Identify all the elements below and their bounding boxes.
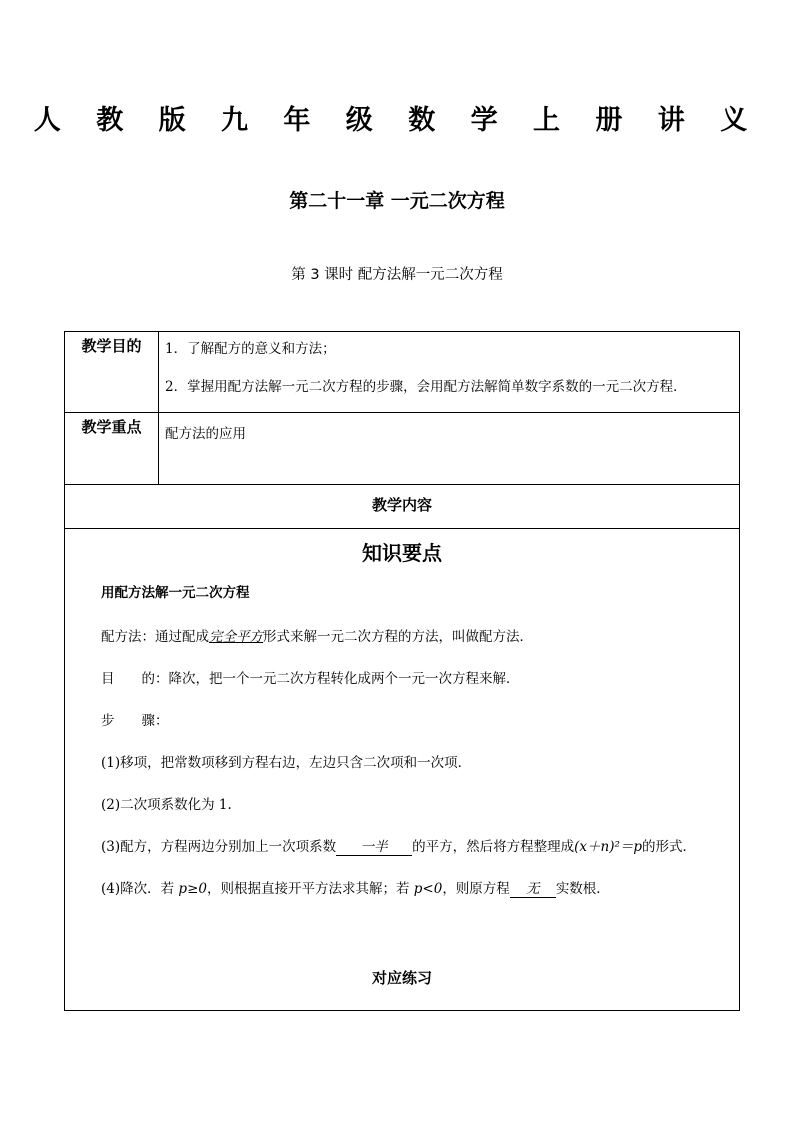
lesson-title: 第 3 课时 配方法解一元二次方程 <box>291 267 503 283</box>
step-3 <box>101 835 696 856</box>
method-suffix: 形式来解一元二次方程的方法，叫做配方法． <box>263 629 533 645</box>
step-4-suffix: 实数根． <box>555 881 610 897</box>
knowledge-title: 知识要点 <box>362 541 442 565</box>
objective-2: 2．掌握用配方法解一元二次方程的步骤，会用配方法解简单数字系数的一元二次方程． <box>165 379 687 395</box>
step-3-prefix: (3)配方，方程两边分别加上一次项系数 <box>101 839 337 855</box>
objectives-row <box>65 332 739 413</box>
step-4-part1: (4)降次．若 <box>101 881 179 897</box>
step-4-cond2: p<0 <box>413 881 443 897</box>
section-heading: 用配方法解一元二次方程 <box>101 585 250 601</box>
step-3-formula: (x＋n)²＝p <box>574 839 643 855</box>
method-prefix: 配方法：通过配成 <box>101 629 209 645</box>
content-header-row <box>65 485 739 529</box>
step-3-fill: 一半 <box>336 835 412 856</box>
document-title: 人 教 版 九 年 级 数 学 上 册 讲 义 <box>33 105 761 136</box>
step-4-fill: 无 <box>510 877 556 898</box>
content-header: 教学内容 <box>371 496 432 514</box>
purpose-line <box>101 667 520 687</box>
purpose-label: 目 的： <box>101 671 169 687</box>
content-body <box>65 529 739 1010</box>
lesson-plan-table <box>64 331 740 1011</box>
step-3-suffix: 的形式． <box>642 839 697 855</box>
focus-label: 教学重点 <box>65 413 159 484</box>
method-fill: 完全平方 <box>209 629 263 645</box>
step-4-part3: ，则原方程 <box>442 881 510 897</box>
purpose-text: 降次，把一个一元二次方程转化成两个一元一次方程来解． <box>168 671 520 687</box>
method-definition <box>101 625 533 645</box>
chapter-title: 第二十一章 一元二次方程 <box>289 190 505 212</box>
objective-1: 1．了解配方的意义和方法； <box>165 341 336 357</box>
step-1: (1)移项，把常数项移到方程右边，左边只含二次项和一次项． <box>101 755 472 771</box>
focus-row <box>65 413 739 485</box>
focus-text: 配方法的应用 <box>165 426 246 442</box>
step-3-middle: 的平方，然后将方程整理成 <box>412 839 575 855</box>
steps-label: 步 骤： <box>101 713 169 729</box>
objectives-label: 教学目的 <box>65 332 159 412</box>
step-4 <box>101 877 610 898</box>
practice-title: 对应练习 <box>371 969 432 987</box>
step-4-cond1: p≥0 <box>178 881 207 897</box>
step-4-part2: ，则根据直接开平方法求其解；若 <box>206 881 414 897</box>
step-2: (2)二次项系数化为 1. <box>101 797 232 813</box>
